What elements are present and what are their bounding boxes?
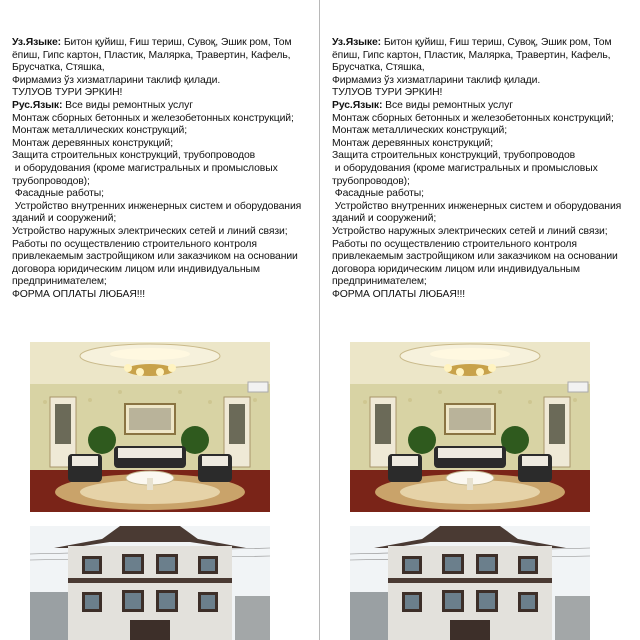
ru-label: Рус.Язык:: [332, 99, 383, 111]
flyer-text: [12, 37, 312, 301]
column-divider: [319, 0, 320, 640]
ru-label: Рус.Язык:: [12, 99, 63, 111]
flyer-column-right: [332, 0, 632, 640]
house-photo: [350, 526, 590, 640]
uz-label: Уз.Языке:: [332, 37, 382, 48]
uz-text: Битон қуйиш, Ғиш териш, Сувоқ, Эшик ром, Том ёпиш, Гипс картон, Пластик, Малярка, Травертин, Кафель, Брусчатка, Стяшка, Фирмамиз ўз хизматларини таклиф қилади. ТУЛУОВ ТУРИ ЭРКИН!: [12, 37, 292, 99]
interior-photo: [30, 342, 270, 512]
uz-text: Битон қуйиш, Ғиш териш, Сувоқ, Эшик ром, Том ёпиш, Гипс картон, Пластик, Малярка, Травертин, Кафель, Брусчатка, Стяшка, Фирмамиз ўз хизматларини таклиф қилади. ТУЛУОВ ТУРИ ЭРКИН!: [332, 37, 612, 99]
house-photo: [30, 526, 270, 640]
ru-text: Все виды ремонтных услуг Монтаж сборных бетонных и железобетонных конструкций; Монтаж металлических конструкций; Монтаж деревянных конструкций; Защита строительных конструкций, трубопроводов и оборудования (кроме магистральных и промысловых трубопроводов); Фасадные работы; Устройство внутренних инженерных систем и оборудования зданий и сооружений; Устройство наружных электрических сетей и линий связи; Работы по осуществлению строительного контроля привлекаемым застройщиком или заказчиком на основании договора юридическим лицом или индивидуальным предпринимателем; ФОРМА ОПЛАТЫ ЛЮБАЯ!!!: [332, 99, 622, 300]
flyer-column-left: [12, 0, 312, 640]
interior-photo: [350, 342, 590, 512]
ru-text: Все виды ремонтных услуг Монтаж сборных бетонных и железобетонных конструкций; Монтаж металлических конструкций; Монтаж деревянных конструкций; Защита строительных конструкций, трубопроводов и оборудования (кроме магистральных и промысловых трубопроводов); Фасадные работы; Устройство внутренних инженерных систем и оборудования зданий и сооружений; Устройство наружных электрических сетей и линий связи; Работы по осуществлению строительного контроля привлекаемым застройщиком или заказчиком на основании договора юридическим лицом или индивидуальным предпринимателем; ФОРМА ОПЛАТЫ ЛЮБАЯ!!!: [12, 99, 302, 300]
flyer-text: [332, 37, 632, 301]
uz-label: Уз.Языке:: [12, 37, 62, 48]
